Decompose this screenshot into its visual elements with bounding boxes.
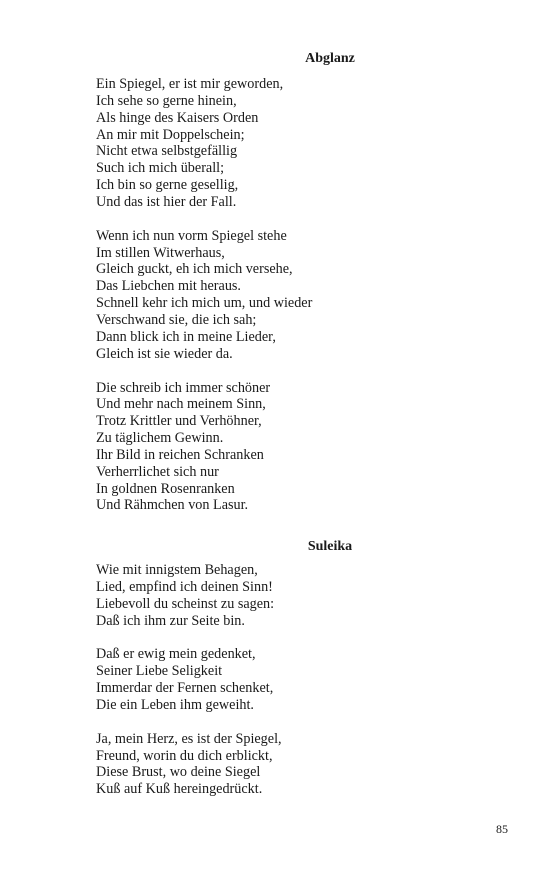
poem-line: Ja, mein Herz, es ist der Spiegel, (96, 730, 282, 747)
stanza (96, 562, 526, 629)
poem-line: Im stillen Witwerhaus, (96, 244, 225, 261)
poem-line: Daß ich ihm zur Seite bin. (96, 612, 245, 629)
poem-line: Trotz Krittler und Verhöhner, (96, 413, 262, 430)
poem-line: Und Rähmchen von Lasur. (96, 497, 249, 514)
poem-line: Daß er ewig mein gedenket, (96, 646, 256, 663)
poem-line: An mir mit Doppelschein; (96, 126, 245, 143)
stanza (96, 731, 526, 798)
poem-line: Verherrlichet sich nur (96, 463, 219, 480)
poem-suleika (96, 562, 526, 798)
poem-line: Kuß auf Kuß hereingedrückt. (96, 781, 263, 798)
poem-line: Seiner Liebe Seligkeit (96, 663, 223, 680)
poem-line: Die ein Leben ihm geweiht. (96, 696, 254, 713)
poem-line: Freund, worin du dich erblickt, (96, 747, 273, 764)
poem-line: Die schreib ich immer schöner (96, 379, 271, 396)
poem-line: Diese Brust, wo deine Siegel (96, 764, 261, 781)
poem-line: Lied, empfind ich deinen Sinn! (96, 578, 273, 595)
poem-line: Liebevoll du scheinst zu sagen: (96, 595, 275, 612)
poem-line: Und mehr nach meinem Sinn, (96, 396, 266, 413)
poem-line: Gleich ist sie wieder da. (96, 345, 233, 362)
poem-title-abglanz: Abglanz (305, 51, 355, 66)
poem-line: Zu täglichem Gewinn. (96, 430, 224, 447)
poem-line: Nicht etwa selbstgefällig (96, 143, 238, 160)
poem-line: Das Liebchen mit heraus. (96, 278, 241, 295)
poem-line: Verschwand sie, die ich sah; (96, 311, 257, 328)
poem-line: Ich bin so gerne gesellig, (96, 177, 239, 194)
poem-line: Ein Spiegel, er ist mir geworden, (96, 76, 284, 92)
stanza (96, 646, 526, 713)
poem-line: Wie mit innigstem Behagen, (96, 562, 258, 578)
poem-line: Als hinge des Kaisers Orden (96, 109, 259, 126)
poem-line: Immerdar der Fernen schenket, (96, 680, 274, 697)
stanza (96, 380, 526, 515)
poem-line: Gleich guckt, eh ich mich versehe, (96, 261, 293, 278)
poem-line: Ihr Bild in reichen Schranken (96, 446, 264, 463)
poem-line: Und das ist hier der Fall. (96, 193, 237, 210)
page-number: 85 (496, 822, 508, 836)
poem-line: Schnell kehr ich mich um, und wieder (96, 295, 313, 312)
stanza (96, 76, 526, 211)
poem-line: Ich sehe so gerne hinein, (96, 92, 237, 109)
poem-abglanz (96, 76, 526, 514)
poem-line: Such ich mich überall; (96, 160, 225, 177)
poem-line: Wenn ich nun vorm Spiegel stehe (96, 227, 287, 244)
poem-title-suleika: Suleika (307, 539, 353, 554)
poem-line: In goldnen Rosenranken (96, 480, 235, 497)
poem-line: Dann blick ich in meine Lieder, (96, 328, 276, 345)
stanza (96, 228, 526, 363)
